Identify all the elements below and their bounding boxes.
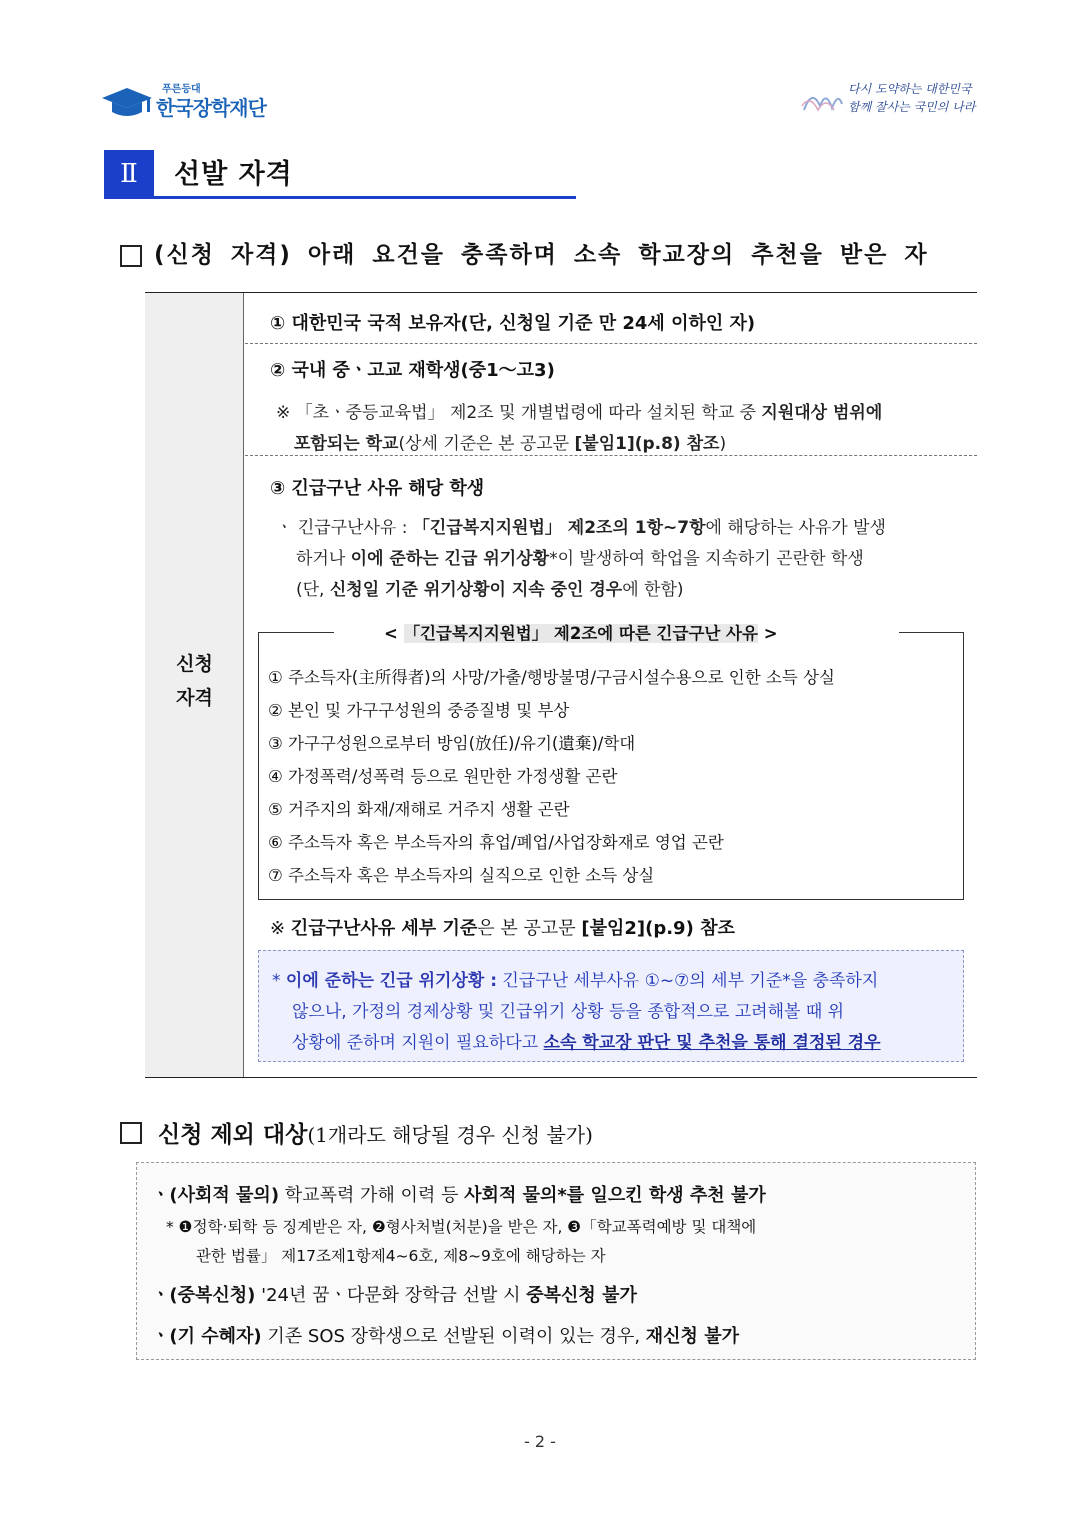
crisis-definition-line-2: 않으나, 가정의 경제상황 및 긴급위기 상황 등을 종합적으로 고려해볼 때 위 <box>292 1002 845 1022</box>
note-text: 은 본 공고문 <box>477 918 582 939</box>
note-text: ㆍ 긴급구난사유 : <box>276 518 413 538</box>
list-item: ⑥ 주소득자 혹은 부소득자의 휴업/폐업/사업장화재로 영업 곤란 <box>268 833 724 852</box>
section-number-badge: Ⅱ <box>104 150 154 198</box>
requirement-emergency: ③ 긴급구난 사유 해당 학생 <box>270 478 485 499</box>
exclusion-item-duplicate <box>152 1281 637 1307</box>
slogan-line-1: 다시 도약하는 대한민국 <box>848 82 972 96</box>
list-item: ④ 가정폭력/성폭력 등으로 원만한 가정생활 곤란 <box>268 767 618 786</box>
section-underline <box>104 196 576 199</box>
note-text: ) <box>719 434 727 454</box>
note-text-bold: 「긴급복지지원법」 제2조의 1항~7항 <box>412 518 706 538</box>
requirement-nationality: ① 대한민국 국적 보유자(단, 신청일 기준 만 24세 이하인 자) <box>270 313 756 334</box>
checkbox-square-icon <box>120 245 142 267</box>
note-text: 에 해당하는 사유가 발생 <box>705 518 886 538</box>
exclusion-label: ㆍ(기 수혜자) <box>152 1326 262 1347</box>
exclusion-label: ㆍ(사회적 물의) <box>152 1185 280 1206</box>
logo-subtitle: 푸른등대 <box>162 84 201 95</box>
note-text: (단, <box>296 580 330 600</box>
exclusion-text-bold: 중복신청 불가 <box>526 1285 637 1306</box>
slogan-line-2: 함께 잘사는 국민의 나라 <box>848 100 976 114</box>
row-divider <box>245 455 977 456</box>
emergency-line-3 <box>296 575 684 600</box>
exclusion-text-bold: 재신청 불가 <box>645 1326 739 1347</box>
row-divider <box>245 343 977 344</box>
exclusion-heading-text: 신청 제외 대상 <box>158 1122 308 1148</box>
attachment-reference: [붙임2](p.9) 참조 <box>581 918 735 939</box>
detail-criteria-note <box>270 914 735 940</box>
page-number: - 2 - <box>524 1432 556 1451</box>
checkbox-square-icon <box>120 1122 142 1144</box>
attachment-reference: [붙임1](p.8) 참조 <box>574 434 720 454</box>
table-row-label-cell <box>145 293 244 1077</box>
exclusion-text: 기존 SOS 장학생으로 선발된 이력이 있는 경우, <box>261 1326 646 1347</box>
crisis-definition-line-1 <box>272 966 878 991</box>
exclusion-label: ㆍ(중복신청) <box>152 1285 256 1306</box>
brush-stroke-icon <box>800 84 844 114</box>
note-text: ※ <box>270 918 291 939</box>
logo-name: 한국장학재단 <box>156 96 266 120</box>
exclusion-heading-note: (1개라도 해당될 경우 신청 불가) <box>307 1123 593 1147</box>
foundation-logo <box>100 80 280 124</box>
crisis-definition-line-3 <box>292 1028 881 1053</box>
definition-text: 긴급구난 세부사유 ①~⑦의 세부 기준*을 충족하지 <box>497 971 879 991</box>
requirement-enrollment: ② 국내 중ㆍ고교 재학생(중1～고3) <box>270 360 555 381</box>
note-text: 에 한함) <box>622 580 684 600</box>
table-row-label: 신청 자격 <box>176 653 213 709</box>
box-top-border <box>899 632 964 633</box>
misconduct-note-line-1: * ❶정학·퇴학 등 징계받은 자, ❷형사처벌(처분)을 받은 자, ❸「학교폭력예방 및 대책에 <box>166 1218 757 1236</box>
note-text: *이 발생하여 학업을 지속하기 곤란한 학생 <box>549 549 864 569</box>
section-title: 선발 자격 <box>174 159 293 190</box>
title-bracket: > <box>757 624 778 643</box>
note-text-bold: 이에 준하는 긴급 위기상황 <box>350 549 550 569</box>
exclusion-text-bold: 사회적 물의*를 일으킨 학생 추천 불가 <box>464 1185 766 1206</box>
title-text: 「긴급복지지원법」 제2조에 따른 긴급구난 사유 <box>403 624 758 643</box>
note-text: 하거나 <box>296 549 351 569</box>
exclusion-item-misconduct <box>152 1181 766 1207</box>
definition-underlined: 소속 학교장 판단 및 추천을 통해 결정된 경우 <box>543 1033 881 1053</box>
disaster-reasons-list <box>268 666 835 897</box>
emergency-line-1 <box>276 513 886 538</box>
note-text-bold: 긴급구난사유 세부 기준 <box>290 918 478 939</box>
definition-text: 상황에 준하며 지원이 필요하다고 <box>292 1033 544 1053</box>
graduation-cap-icon <box>100 84 154 120</box>
asterisk: * <box>272 971 286 991</box>
note-text: ※ 「초ㆍ중등교육법」 제2조 및 개별법령에 따라 설치된 학교 중 <box>276 403 762 423</box>
box-top-border <box>258 632 334 633</box>
government-slogan <box>800 74 980 124</box>
note-text-bold: 신청일 기준 위기상황이 지속 중인 경우 <box>329 580 623 600</box>
exclusion-text: '24년 꿈ㆍ다문화 장학금 선발 시 <box>255 1285 527 1306</box>
note-text: (상세 기준은 본 공고문 <box>398 434 575 454</box>
list-item: ⑤ 거주지의 화재/재해로 거주지 생활 곤란 <box>268 800 570 819</box>
definition-term: 이에 준하는 긴급 위기상황 : <box>285 971 498 991</box>
enrollment-note-line-1 <box>276 398 882 423</box>
list-item: ① 주소득자(主所得者)의 사망/가출/행방불명/구금시설수용으로 인한 소득 상실 <box>268 668 835 687</box>
list-item: ③ 가구구성원으로부터 방임(放任)/유기(遺棄)/학대 <box>268 734 636 753</box>
title-bracket: < <box>384 624 404 643</box>
exclusion-text: 학교폭력 가해 이력 등 <box>279 1185 465 1206</box>
exclusion-heading <box>158 1116 593 1149</box>
note-text-bold: 포함되는 학교 <box>294 434 399 454</box>
enrollment-note-line-2 <box>294 429 726 454</box>
list-item: ⑦ 주소득자 혹은 부소득자의 실직으로 인한 소득 상실 <box>268 866 655 885</box>
exclusion-item-past-recipient <box>152 1322 739 1348</box>
eligibility-heading: (신청 자격) 아래 요건을 충족하며 소속 학교장의 추천을 받은 자 <box>154 242 929 268</box>
misconduct-note-line-2: 관한 법률」 제17조제1항제4~6호, 제8~9호에 해당하는 자 <box>196 1247 606 1265</box>
emergency-line-2 <box>296 544 864 569</box>
note-text-bold: 지원대상 범위에 <box>761 403 883 423</box>
disaster-box-title <box>384 620 778 644</box>
list-item: ② 본인 및 가구구성원의 중증질병 및 부상 <box>268 701 570 720</box>
